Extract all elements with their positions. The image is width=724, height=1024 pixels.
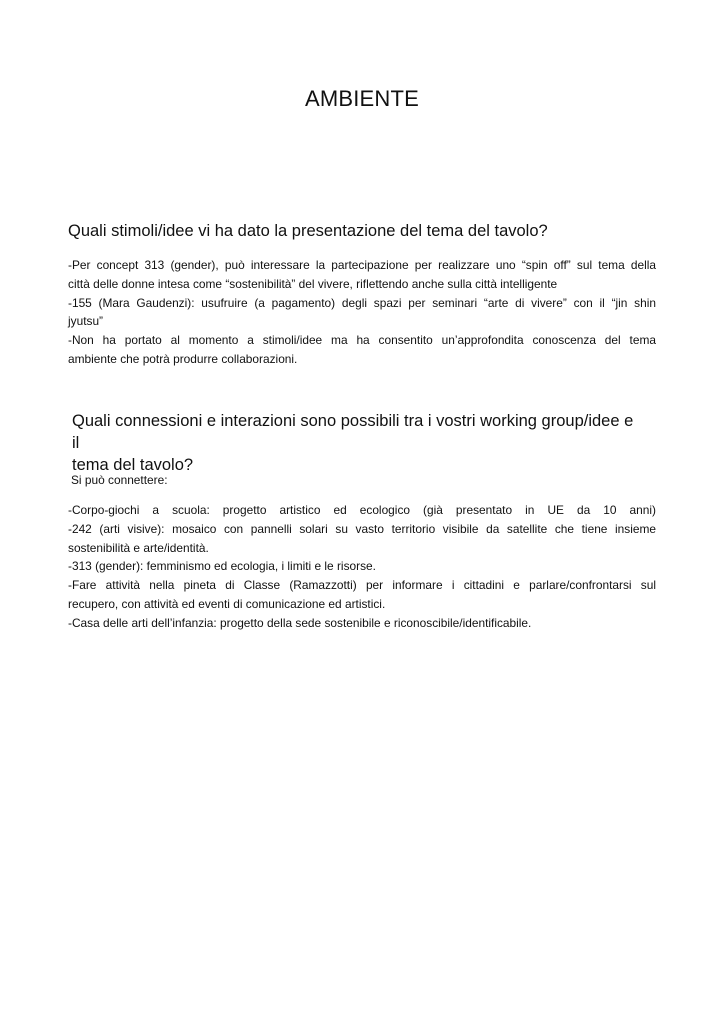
body-line: -313 (gender): femminismo ed ecologia, i limiti e le risorse.	[68, 559, 376, 574]
section-2-heading-line: tema del tavolo?	[72, 456, 194, 474]
body-line: -Per concept 313 (gender), può interessare la partecipazione per realizzare uno “spin off” sul tema della	[68, 258, 656, 272]
body-line: ambiente che potrà produrre collaborazioni.	[68, 351, 298, 366]
body-line: -155 (Mara Gaudenzi): usufruire (a pagamento) degli spazi per seminari “arte di vivere” con il “jin shin	[68, 295, 656, 310]
body-line: -Fare attività nella pineta di Classe (Ramazzotti) per informare i cittadini e parlare/confrontarsi sul	[68, 578, 656, 593]
section-2-heading-line: Quali connessioni e interazioni sono possibili tra i vostri working group/idee e il	[72, 412, 634, 452]
body-line: -Casa delle arti dell’infanzia: progetto della sede sostenibile e riconoscibile/identificabile.	[68, 615, 532, 630]
section-2-heading	[72, 410, 642, 476]
section-2-intro: Si può connettere:	[71, 473, 168, 487]
section-1-heading: Quali stimoli/idee vi ha dato la presentazione del tema del tavolo?	[68, 222, 548, 240]
body-line: sostenibilità e arte/identità.	[68, 540, 209, 555]
body-line: -Corpo-giochi a scuola: progetto artistico ed ecologico (già presentato in UE da 10 anni)	[68, 503, 656, 517]
body-line: città delle donne intesa come “sostenibilità” del vivere, riflettendo anche sulla città intelligente	[68, 276, 558, 291]
body-line: -Non ha portato al momento a stimoli/idee ma ha consentito un’approfondita conoscenza del tema	[68, 333, 656, 348]
body-line: recupero, con attività ed eventi di comunicazione ed artistici.	[68, 596, 386, 611]
body-line: -242 (arti visive): mosaico con pannelli solari su vasto territorio visibile da satellite che tiene insieme	[68, 521, 656, 536]
page-title: AMBIENTE	[304, 86, 420, 111]
section-2-body	[68, 501, 656, 633]
body-line: jyutsu”	[68, 314, 104, 329]
section-1-body	[68, 256, 656, 369]
